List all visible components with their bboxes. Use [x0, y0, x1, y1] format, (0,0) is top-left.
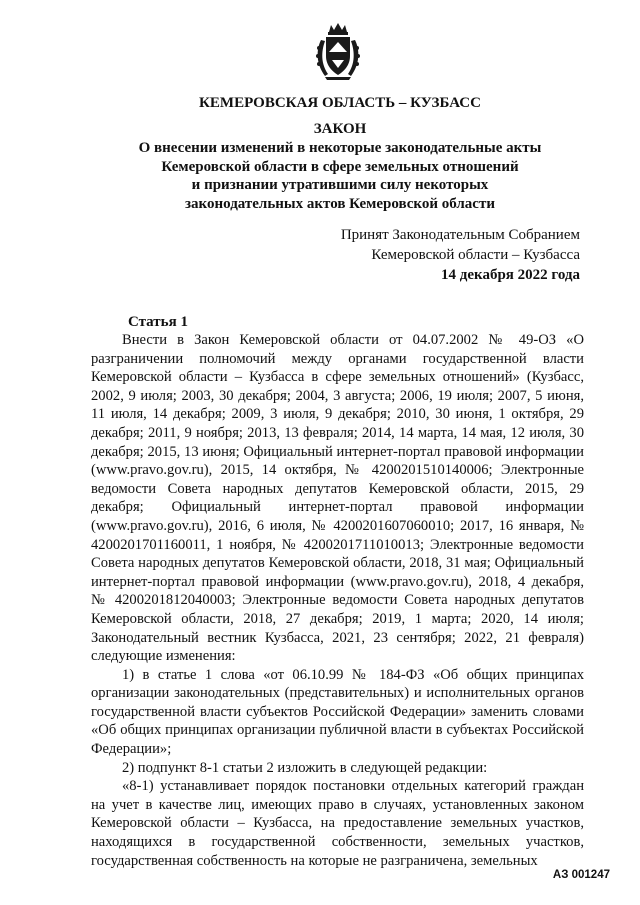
title-line: О внесении изменений в некоторые законодательные акты	[138, 140, 542, 156]
adoption-line: Принят Законодательным Собранием	[340, 227, 580, 243]
adoption-block	[341, 225, 580, 285]
article-paragraph: Внести в Закон Кемеровской области от 04.07.2002 № 49-ОЗ «О разграничении полномочий между органами государственной власти Кемеровской области – Кузбасса в сфере земельных отношений» (Кузбасс, 2002, 9 июля; 2003, 30 декабря; 2004, 3 августа; 2006, 19 июля; 2007, 5 июня, 11 июля, 14 декабря; 2009, 3 июля, 9 декабря; 2010, 30 июня, 1 октября, 29 декабря; 2011, 9 ноября; 2013, 13 февраля; 2014, 14 марта, 14 мая, 12 июля, 30 декабря; 2015, 13 июня; Официальный интернет-портал правовой информации (www.pravo.gov.ru), 2015, 14 октября, № 4200201510140006; Электронные ведомости Совета народных депутатов Кемеровской области, 2015, 29 декабря; Официальный интернет-портал правовой информации (www.pravo.gov.ru), 2016, 6 июля, № 4200201607060010; 2017, 16 января, № 4200201701160011, 1 ноября, № 4200201711010013; Электронные ведомости Совета народных депутатов Кемеровской области, 2018, 31 мая; Официальный интернет-портал правовой информации (www.pravo.gov.ru), 2018, 4 декабря, № 4200201812040003; Электронные ведомости Совета народных депутатов Кемеровской области, 2018, 27 декабря; 2019, 1 марта; 2020, 14 июля; Законодательный вестник Кузбасса, 2021, 23 сентября; 2022, 21 февраля) следующие изменения:	[91, 332, 584, 665]
document-title	[60, 139, 620, 213]
title-line: законодательных актов Кемеровской области	[185, 195, 495, 212]
title-line: и признании утратившими силу некоторых	[191, 177, 489, 193]
coat-of-arms-icon	[313, 22, 363, 82]
article-paragraph: 1) в статье 1 слова «от 06.10.99 № 184-ФЗ «Об общих принципах организации законодательных (представительных) и исполнительных органов государственной власти субъектов Российской Федерации» заменить словами «Об общих принципах организации публичной власти в субъектах Российской Федерации»;	[91, 666, 584, 758]
article-body	[91, 331, 584, 870]
serial-number: АЗ 001247	[552, 869, 610, 881]
article-heading: Статья 1	[128, 314, 188, 330]
region-name: КЕМЕРОВСКАЯ ОБЛАСТЬ – КУЗБАСС	[199, 95, 481, 111]
title-line: Кемеровской области в сфере земельных отношений	[161, 158, 519, 175]
document-type: ЗАКОН	[313, 121, 367, 137]
article-paragraph: 2) подпункт 8-1 статьи 2 изложить в следующей редакции:	[122, 759, 488, 776]
adoption-date: 14 декабря 2022 года	[441, 267, 580, 283]
article-paragraph: «8-1) устанавливает порядок постановки отдельных категорий граждан на учет в качестве лиц, имеющих право в случаях, установленных законом Кемеровской области – Кузбасса, на предоставление земельных участков, находящихся в государственной собственности, земельных участков, государственная собственность на которые не разграничена, земельных	[91, 778, 584, 869]
adoption-line: Кемеровской области – Кузбасса	[371, 247, 580, 263]
